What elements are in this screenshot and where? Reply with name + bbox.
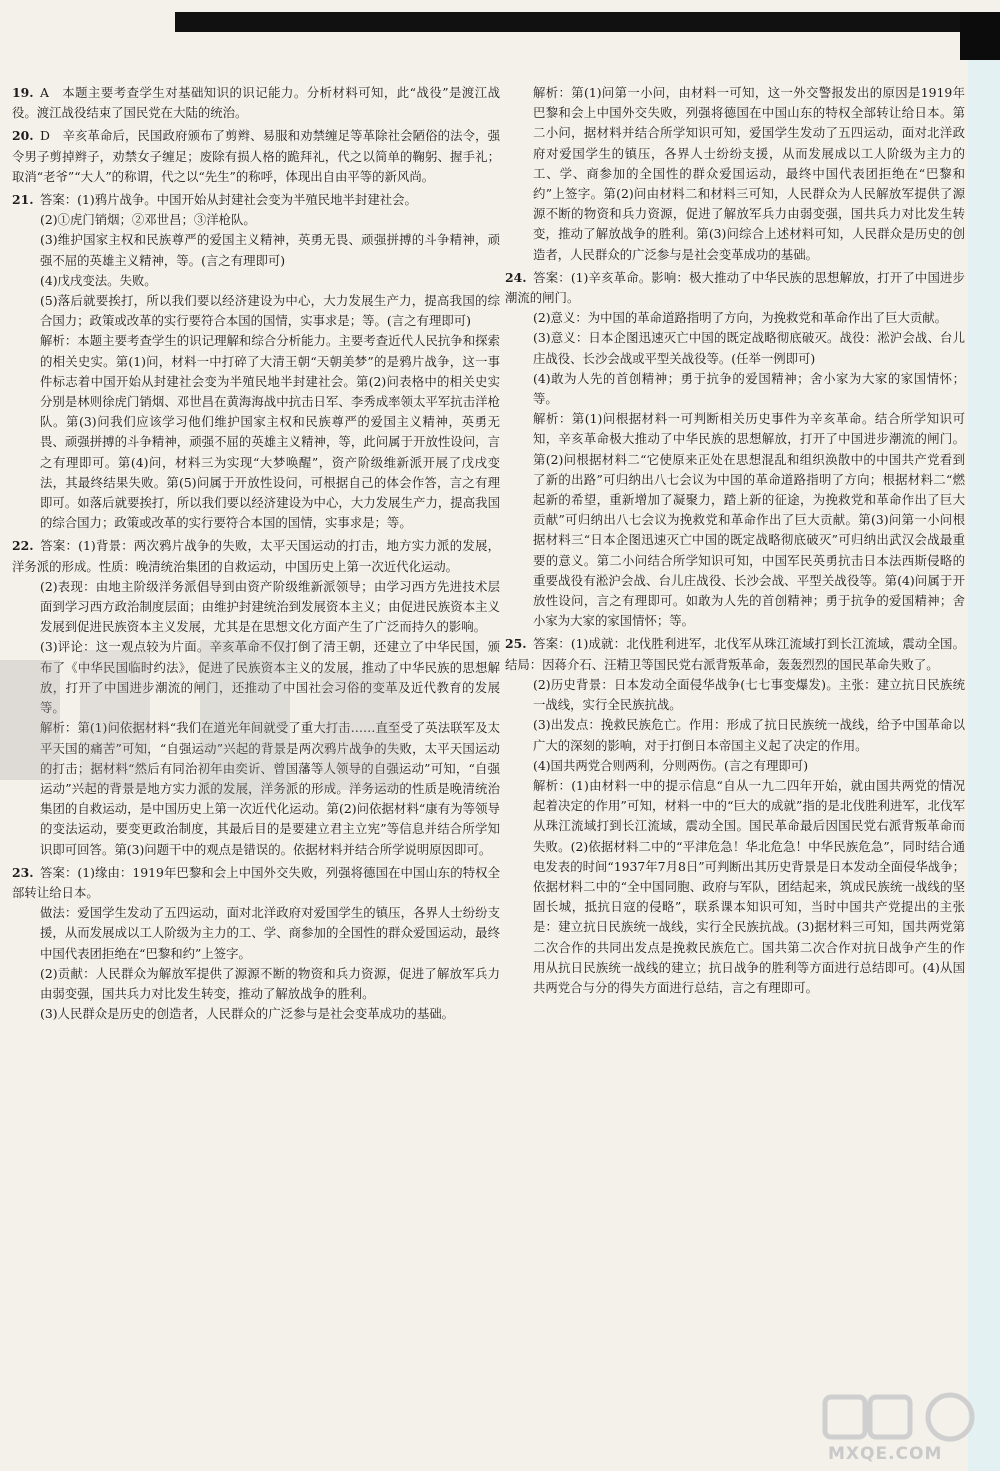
answer-line: 答案：(1)辛亥革命。影响：极大推动了中华民族的思想解放，打开了中国进步潮流的闸门。 — [505, 269, 965, 306]
answer-line: (2)①虎门销烟；②邓世昌；③洋枪队。 — [40, 212, 256, 228]
left-column — [12, 83, 500, 1027]
answer-line: (3)评论：这一观点较为片面。辛亥革命不仅打倒了清王朝，还建立了中华民国，颁布了《中华民国临时约法》，促进了民族资本主义的发展，推动了中华民族的思想解放，打开了中国进步潮流的闸门，还推动了中国社会习俗的变革及近代教育的发展等。 — [40, 639, 500, 716]
question-number: 19. — [12, 85, 34, 100]
logo-text: MXQE.COM — [828, 1444, 943, 1464]
answer-line: (4)敢为人先的首创精神；勇于抗争的爱国精神；舍小家为大家的家国情怀；等。 — [533, 370, 965, 407]
answer-line: 做法：爱国学生发动了五四运动，面对北洋政府对爱国学生的镇压，各界人士纷纷支援，从而发展成以工人阶级为主力的工、学、商参加的全国性的群众爱国运动，最终中国代表团拒绝在“巴黎和约”上签字。 — [40, 905, 500, 961]
answer-line: 答案：(1)背景：两次鸦片战争的失败，太平天国运动的打击，地方实力派的发展，洋务派的形成。性质：晚清统治集团的自救运动，中国历史上第一次近代化运动。 — [12, 538, 500, 574]
question-25 — [505, 634, 965, 998]
site-logo — [820, 1392, 995, 1467]
question-19 — [12, 83, 500, 123]
answer-line: (5)落后就要挨打，所以我们要以经济建设为中心，大力发展生产力，提高我国的综合国力；政策或改革的实行要符合本国的国情，实事求是；等。(言之有理即可) — [40, 293, 500, 329]
top-black-bar — [175, 12, 1000, 32]
answer-line: (3)维护国家主权和民族尊严的爱国主义精神，英勇无畏、顽强拼搏的斗争精神，顽强不屈的英雄主义精神，等。(言之有理即可) — [40, 232, 500, 268]
answer-line: (4)国共两党合则两利，分则两伤。(言之有理即可) — [533, 757, 809, 773]
answer-line: (4)戊戌变法。失败。 — [40, 272, 157, 288]
answer-line: (2)历史背景：日本发动全面侵华战争(七七事变爆发)。主张：建立抗日民族统一战线，实行全民族抗战。 — [533, 676, 965, 713]
right-column — [505, 83, 965, 1001]
question-number: 20. — [12, 128, 34, 144]
top-black-bar-tail — [960, 12, 1000, 60]
question-number: 23. — [12, 864, 34, 880]
answer-line: (3)意义：日本企图迅速灭亡中国的既定战略彻底破灭。战役：淞沪会战、台儿庄战役、长沙会战或平型关战役等。(任举一例即可) — [533, 330, 965, 366]
answer-line: 答案：(1)成就：北伐胜利进军，北伐军从珠江流域打到长江流域，震动全国。结局：因蒋介石、汪精卫等国民党右派背叛革命，轰轰烈烈的国民革命失败了。 — [505, 636, 965, 672]
question-number: 22. — [12, 538, 34, 554]
analysis-text: 解析：第(1)问依据材料“我们在道光年间就受了重大打击……直至受了英法联军及太平天国的痛苦”可知，“自强运动”兴起的背景是两次鸦片战争的失败，太平天国运动的打击；据材料“然后有同治初年由奕䜣、曾国藩等人领导的自强运动”可知，“自强运动”兴起的背景是地方实力派的发展，洋务派的形成。洋务运动的性质是晚清统治集团的自救运动，是中国历史上第一次近代化运动。第(2)问依据材料“康有为等领导的变法运动，要变更政治制度，其最后目的是要建立君主立宪”等信息并结合所学知识即可回答。第(3)问题干中的观点是错误的。依据材料并结合所学说明原因即可。 — [40, 720, 500, 857]
answer-line: 答案：(1)鸦片战争。中国开始从封建社会变为半殖民地半封建社会。 — [40, 192, 417, 208]
logo-glyphs-icon — [820, 1392, 995, 1447]
question-number: 25. — [505, 636, 527, 652]
question-21 — [12, 190, 500, 533]
answer-line: (2)意义：为中国的革命道路指明了方向，为挽救党和革命作出了巨大贡献。 — [533, 310, 948, 326]
question-24 — [505, 268, 965, 632]
analysis-text: 解析：本题主要考查学生的识记理解和综合分析能力。主要考查近代人民抗争和探索的相关史实。第(1)问，材料一中打碎了大清王朝“天朝美梦”的是鸦片战争，这一事件标志着中国开始从封建社会变为半殖民地半封建社会。第(2)问表格中的相关史实分别是林则徐虎门销烟、邓世昌在黄海海战中抗击日军、李秀成率领太平军抗击洋枪队。第(3)问我们应该学习他们维护国家主权和民族尊严的爱国主义精神，英勇无畏、顽强拼搏的斗争精神，顽强不屈的英雄主义精神，等，此问属于开放性设问，言之有理即可。第(4)问，材料三为实现“大梦唤醒”，资产阶级维新派开展了戊戌变法，其最终结果失败。第(5)问属于开放性设问，可根据自己的体会作答，言之有理即可。如落后就要挨打，所以我们要以经济建设为中心，大力发展生产力，提高我国的综合国力；政策或改革的实行要符合本国的国情，实事求是；等。 — [40, 333, 500, 531]
question-23 — [12, 863, 500, 1025]
analysis-text: 解析：第(1)问第一小问，由材料一可知，这一外交警报发出的原因是1919年巴黎和会上中国外交失败，列强将德国在中国山东的特权全部转让给日本。第二小问，据材料并结合所学知识可知，爱国学生发动了五四运动，面对北洋政府对爱国学生的镇压，各界人士纷纷支援，从而发展成以工人阶级为主力的工、学、商参加的全国性的群众爱国运动，最终中国代表团拒绝在“巴黎和约”上签字。第(2)问由材料二和材料三可知，人民群众为人民解放军提供了源源不断的物资和兵力资源，促进了解放军兵力由弱变强，国共兵力对比发生转变，推动了解放战争的胜利。第(3)问综合上述材料可知，人民群众是历史的创造者，人民群众的广泛参与是社会变革成功的基础。 — [533, 85, 965, 262]
right-page-strip — [968, 60, 1000, 1471]
question-22 — [12, 536, 500, 859]
question-23-continued — [505, 83, 965, 265]
question-number: 21. — [12, 192, 34, 208]
answer-line: (3)出发点：挽救民族危亡。作用：形成了抗日民族统一战线，给予中国革命以广大的深刻的影响，对于打倒日本帝国主义起了决定的作用。 — [533, 717, 965, 753]
answer-line: (3)人民群众是历史的创造者，人民群众的广泛参与是社会变革成功的基础。 — [40, 1006, 455, 1022]
answer-line: (2)表现：由地主阶级洋务派倡导到由资产阶级维新派领导；由学习西方先进技术层面到学习西方政治制度层面；由维护封建统治到发展资本主义；由促进民族资本主义发展到促进民族资本主义发展，尤其是在思想文化方面产生了广泛而持久的影响。 — [40, 578, 500, 635]
question-number: 24. — [505, 269, 527, 285]
analysis-text: 解析：(1)由材料一中的提示信息“自从一九二四年开始，就由国共两党的情况起着决定的作用”可知，材料一中的“巨大的成就”指的是北伐胜利进军，北伐军从珠江流域打到长江流域，震动全国。国民革命最后因国民党右派背叛革命而失败。(2)依据材料二中的“平津危急！华北危急！中华民族危急”，同时结合通电发表的时间“1937年7月8日”可判断出其历史背景是日本发动全面侵华战争；依据材料二中的“全中国同胞、政府与军队，团结起来，筑成民族统一战线的坚固长城，抵抗日寇的侵略”，联系课本知识可知，当时中国共产党提出的主张是：建立抗日民族统一战线，实行全民族抗战。(3)据材料三可知，国共两党第二次合作的共同出发点是挽救民族危亡。国共第二次合作对抗日战争产生的作用从抗日民族统一战线的建立；抗日战争的胜利等方面进行总结即可。(4)从国共两党合与分的得失方面进行总结，言之有理即可。 — [533, 777, 965, 995]
answer-line: (2)贡献：人民群众为解放军提供了源源不断的物资和兵力资源，促进了解放军兵力由弱变强，国共兵力对比发生转变，推动了解放战争的胜利。 — [40, 965, 500, 1001]
answer-line: 答案：(1)缘由：1919年巴黎和会上中国外交失败，列强将德国在中国山东的特权全部转让给日本。 — [12, 864, 500, 900]
question-text: A 本题主要考查学生对基础知识的识记能力。分析材料可知，此“战役”是渡江战役。渡江战役结束了国民党在大陆的统治。 — [12, 85, 500, 121]
analysis-text: 解析：第(1)问根据材料一可判断相关历史事件为辛亥革命。结合所学知识可知，辛亥革命极大推动了中华民族的思想解放，打开了中国进步潮流的闸门。第(2)问根据材料二“它使原来正处在思想混乱和组织涣散中的中国共产党看到了新的出路”可归纳出八七会议为中国的革命道路指明了方向；根据材料二“燃起新的希望，重新增加了凝聚力，踏上新的征途，为挽救党和革命作出了巨大贡献”可归纳出八七会议为挽救党和革命作出了巨大贡献。第(3)问第一小问根据材料三“日本企图迅速灭亡中国的既定战略彻底破灭”可归纳出武汉会战最重要的意义。第二小问结合所学知识可知，中国军民英勇抗击日本法西斯侵略的重要战役有淞沪会战、台儿庄战役、长沙会战、平型关战役等。第(4)问属于开放性设问，言之有理即可。如敢为人先的首创精神；勇于抗争的爱国精神；舍小家为大家的家国情怀；等。 — [533, 411, 965, 629]
question-text: D 辛亥革命后，民国政府颁布了剪辫、易服和劝禁缠足等革除社会陋俗的法令，强令男子剪掉辫子，劝禁女子缠足；废除有损人格的跪拜礼，代之以简单的鞠躬、握手礼；取消“老爷”“大人”的称谓，代之以“先生”的称呼，体现出自由平等的新风尚。 — [12, 128, 500, 184]
question-20 — [12, 126, 500, 187]
